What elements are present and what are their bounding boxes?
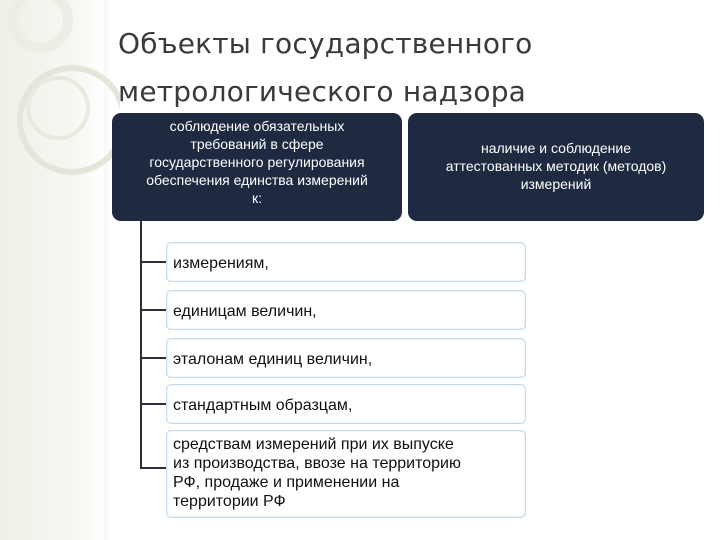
requirements-box-line-3: государственного регулирования [149,154,365,170]
requirements-box-line-4: обеспечения единства измерений [146,172,368,188]
object-item-text-line-4: территории РФ [173,493,286,510]
tree-connector-branch [140,357,166,359]
object-item-text-line-3: РФ, продаже и применении на [173,474,400,491]
tree-connector-branch [140,403,166,405]
requirements-box-line-5: к: [251,190,262,206]
tree-connector-branch [140,309,166,311]
object-item-units [166,290,526,330]
slide-title-line-1: Объекты государственного [118,27,533,60]
methods-box-line-1: наличие и соблюдение [481,140,631,156]
requirements-compliance-box [112,113,402,221]
certified-methods-box [408,113,704,221]
tree-connector-branch [140,261,166,263]
slide-title-line-2: метрологического надзора [118,75,527,108]
decorative-circles-ornament [0,0,120,300]
requirements-box-line-2: требований в сфере [190,136,324,152]
object-item-measuring-instruments [166,430,526,518]
object-item-text: стандартным образцам, [173,397,353,414]
object-item-text: единицам величин, [173,303,317,320]
methods-box-line-3: измерений [520,176,592,192]
object-item-text-line-2: из производства, ввозе на территорию [173,455,461,472]
object-item-text: измерениям, [173,255,269,272]
object-item-reference-samples [166,384,526,424]
slide-title [118,20,708,116]
object-item-text: эталонам единиц величин, [173,351,373,368]
tree-connector-vertical [140,221,142,468]
object-item-measurements [166,242,526,282]
methods-box-line-2: аттестованных методик (методов) [445,158,667,174]
requirements-box-line-1: соблюдение обязательных [169,118,345,134]
tree-connector-branch [140,467,166,469]
object-item-standards [166,338,526,378]
object-item-text-line-1: средствам измерений при их выпуске [173,436,454,453]
